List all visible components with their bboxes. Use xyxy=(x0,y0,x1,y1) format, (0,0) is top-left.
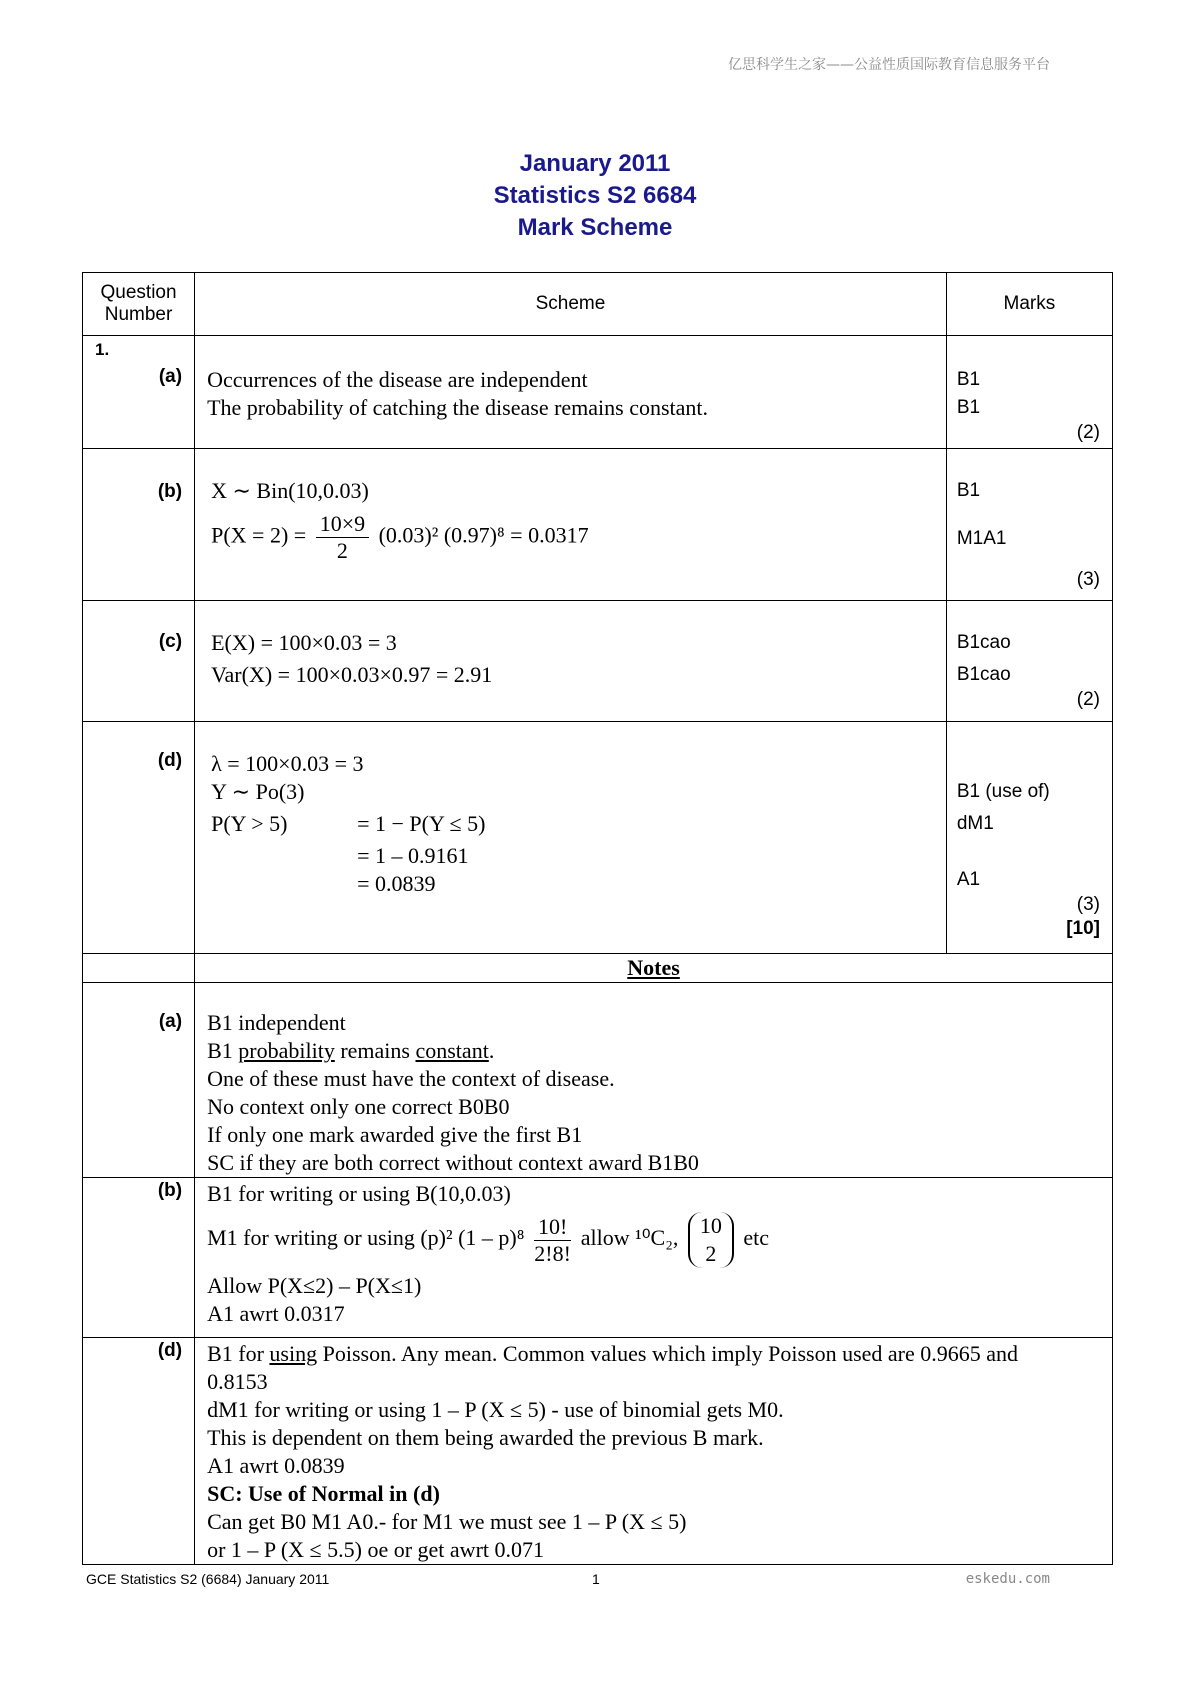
notes-label-b: (b) xyxy=(157,1180,183,1201)
table-row-part-d xyxy=(83,722,1113,954)
note-line: 0.8153 xyxy=(207,1369,268,1394)
note-line: Can get B0 M1 A0.- for M1 we must see 1 – P (X ≤ 5) xyxy=(207,1509,687,1534)
notes-row-b xyxy=(83,1178,1113,1338)
part-total: (2) xyxy=(1076,422,1100,443)
note-line-bold: SC: Use of Normal in (d) xyxy=(207,1481,440,1506)
footer-right-site: eskedu.com xyxy=(965,1571,1050,1587)
table-row-part-a xyxy=(83,336,1113,449)
scheme-line: Var(X) = 100×0.03×0.97 = 2.91 xyxy=(211,662,493,687)
title-line-subject: Statistics S2 6684 xyxy=(493,182,697,209)
table-row-part-c xyxy=(83,601,1113,722)
mark-scheme-table xyxy=(82,272,1113,1565)
notes-title: Notes xyxy=(627,955,680,980)
notes-row-d xyxy=(83,1338,1113,1565)
question-number: 1. xyxy=(95,340,110,359)
note-line: or 1 – P (X ≤ 5.5) oe or get awrt 0.071 xyxy=(207,1537,545,1562)
part-total: (3) xyxy=(1076,569,1100,590)
mark-code: B1cao xyxy=(956,632,1011,653)
note-line: One of these must have the context of disease. xyxy=(207,1066,615,1091)
scheme-line: P(Y > 5) = 1 − P(Y ≤ 5) xyxy=(211,811,486,836)
note-line: B1 independent xyxy=(207,1010,346,1035)
notes-label-d: (d) xyxy=(157,1340,183,1361)
notes-label-a: (a) xyxy=(158,1011,183,1032)
title-line-date: January 2011 xyxy=(519,150,671,177)
mark-code: dM1 xyxy=(956,813,994,834)
title-line-mark-scheme: Mark Scheme xyxy=(517,214,673,241)
page-number: 1 xyxy=(592,1571,600,1587)
note-line: M1 for writing or using (p)² (1 – p)⁸ $\frac{10!}{2!8!}$ allow ¹⁰C₂, 10 2 etc xyxy=(207,1213,770,1266)
note-line: SC if they are both correct without context award B1B0 xyxy=(207,1150,699,1175)
notes-header-row xyxy=(83,954,1113,983)
scheme-line: The probability of catching the disease remains constant. xyxy=(207,395,709,420)
part-label-b: (b) xyxy=(157,481,183,502)
table-row-part-b xyxy=(83,449,1113,601)
part-total: (3) xyxy=(1076,894,1100,915)
fraction: $\frac{10\times 9}{2}$ xyxy=(316,511,369,564)
note-line: This is dependent on them being awarded the previous B mark. xyxy=(207,1425,764,1450)
notes-row-a xyxy=(83,983,1113,1178)
note-line: B1 probability remains constant. xyxy=(207,1038,495,1063)
part-label-d: (d) xyxy=(157,750,183,771)
mark-code: M1A1 xyxy=(956,528,1007,549)
header-scheme: Scheme xyxy=(195,273,947,336)
mark-code: A1 xyxy=(956,869,981,890)
scheme-line: = 1 – 0.9161 xyxy=(357,843,469,868)
scheme-line: λ = 100×0.03 = 3 xyxy=(211,751,364,776)
note-line: If only one mark awarded give the first B1 xyxy=(207,1122,583,1147)
note-line: dM1 for writing or using 1 – P (X ≤ 5) - use of binomial gets M0. xyxy=(207,1397,784,1422)
mark-code: B1 xyxy=(956,369,981,390)
scheme-line: Y ∼ Po(3) xyxy=(211,779,305,804)
watermark-text: 亿思科学生之家——公益性质国际教育信息服务平台 xyxy=(728,57,1050,73)
scheme-line: E(X) = 100×0.03 = 3 xyxy=(211,630,397,655)
binomial-coefficient: 10 2 xyxy=(688,1212,734,1268)
probability-expression: P(X = 2) = $\frac{10\times 9}{2}$ (0.03)² (0.97)⁸ = 0.0317 xyxy=(211,511,589,563)
part-label-c: (c) xyxy=(158,631,183,652)
mark-code: B1cao xyxy=(956,664,1011,685)
note-line: Allow P(X≤2) – P(X≤1) xyxy=(207,1273,422,1298)
mark-code: B1 xyxy=(956,397,981,418)
scheme-line: X ∼ Bin(10,0.03) xyxy=(211,478,369,503)
header-question-number: Question Number xyxy=(83,273,195,336)
note-line: A1 awrt 0.0839 xyxy=(207,1453,345,1478)
note-line: B1 for using Poisson. Any mean. Common values which imply Poisson used are 0.9665 and xyxy=(207,1341,1019,1366)
header-marks: Marks xyxy=(946,273,1112,336)
scheme-line: Occurrences of the disease are independent xyxy=(207,367,588,392)
document-title xyxy=(0,148,1190,244)
question-total: [10] xyxy=(1066,918,1100,939)
note-line: B1 for writing or using B(10,0.03) xyxy=(207,1181,511,1206)
table-header-row xyxy=(83,273,1113,336)
footer-left: GCE Statistics S2 (6684) January 2011 xyxy=(86,1571,330,1587)
mark-code: B1 (use of) xyxy=(956,781,1050,802)
note-line: No context only one correct B0B0 xyxy=(207,1094,510,1119)
note-line: A1 awrt 0.0317 xyxy=(207,1301,345,1326)
part-total: (2) xyxy=(1076,689,1100,710)
part-label-a: (a) xyxy=(158,366,183,387)
mark-code: B1 xyxy=(956,480,981,501)
fraction: $\frac{10!}{2!8!}$ xyxy=(534,1213,571,1266)
scheme-line: = 0.0839 xyxy=(357,871,436,896)
